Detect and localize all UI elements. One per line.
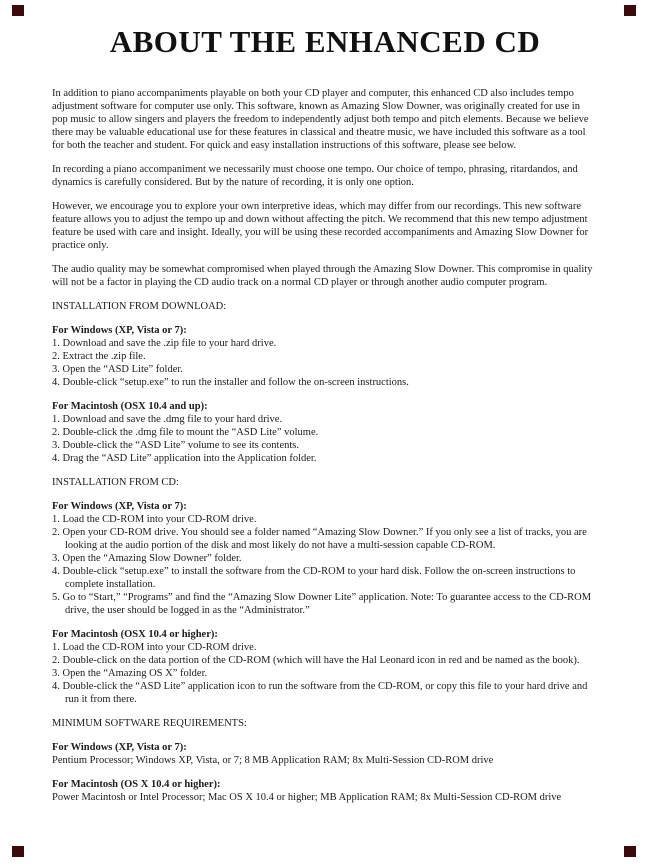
group-subheading: For Windows (XP, Vista or 7): bbox=[52, 742, 187, 753]
section-heading-requirements: MINIMUM SOFTWARE REQUIREMENTS: bbox=[52, 718, 247, 729]
list-item: 3. Open the “ASD Lite” folder. bbox=[52, 364, 183, 375]
group-download-windows bbox=[52, 324, 598, 389]
corner-mark bbox=[624, 5, 636, 16]
list-item: 1. Load the CD-ROM into your CD-ROM drive. bbox=[52, 514, 257, 525]
list-item: 1. Load the CD-ROM into your CD-ROM drive. bbox=[52, 642, 257, 653]
corner-mark bbox=[624, 846, 636, 857]
requirements-text: Power Macintosh or Intel Processor; Mac OS X 10.4 or higher; MB Application RAM; 8x Multi-Session CD-ROM drive bbox=[52, 792, 562, 803]
list-item: 1. Download and save the .zip file to your hard drive. bbox=[52, 338, 277, 349]
list-item: 2. Double-click on the data portion of the CD-ROM (which will have the Hal Leonard icon in red and be named as the book). bbox=[52, 655, 580, 666]
group-subheading: For Macintosh (OSX 10.4 and up): bbox=[52, 401, 208, 412]
list-item: 4. Double-click the “ASD Lite” application icon to run the software from the CD-ROM, or copy this file to your hard drive and run it from there. bbox=[52, 681, 588, 705]
requirements-text: Pentium Processor; Windows XP, Vista, or 7; 8 MB Application RAM; 8x Multi-Session CD-ROM drive bbox=[52, 755, 494, 766]
list-item: 1. Download and save the .dmg file to your hard drive. bbox=[52, 414, 283, 425]
interpretive-paragraph: However, we encourage you to explore your own interpretive ideas, which may differ from our recordings. This new software feature allows you to adjust the tempo up and down without affecting the pitch. We recommend that this new tempo adjustment feature be used with care and insight. Ideally, you will be using these recorded accompaniments and Amazing Slow Downer for practice only. bbox=[52, 201, 589, 251]
list-item: 4. Double-click “setup.exe” to install the software from the CD-ROM to your hard disk. Follow the on-screen instructions to complete installation. bbox=[52, 566, 576, 590]
group-subheading: For Macintosh (OS X 10.4 or higher): bbox=[52, 779, 221, 790]
group-cd-macintosh bbox=[52, 628, 598, 706]
list-item: 3. Open the “Amazing Slow Downer” folder. bbox=[52, 553, 242, 564]
list-item: 3. Double-click the “ASD Lite” volume to see its contents. bbox=[52, 440, 299, 451]
group-subheading: For Macintosh (OSX 10.4 or higher): bbox=[52, 629, 218, 640]
group-cd-windows bbox=[52, 500, 598, 617]
list-item: 3. Open the “Amazing OS X” folder. bbox=[52, 668, 208, 679]
audio-quality-paragraph: The audio quality may be somewhat compromised when played through the Amazing Slow Downer. This compromise in quality will not be a factor in playing the CD audio track on a normal CD player or through another audio computer program. bbox=[52, 264, 593, 288]
group-requirements-macintosh bbox=[52, 778, 598, 804]
intro-paragraph: In addition to piano accompaniments playable on both your CD player and computer, this enhanced CD also includes tempo adjustment software for computer use only. This software, known as Amazing Slow Downer, was originally created for use in pop music to allow singers and players the freedom to independently adjust both tempo and pitch elements. Because we believe there may be valuable educational use for these features in classical and theatre music, we have included this software as a tool for both the teacher and student. For quick and easy installation instructions of this software, please see below. bbox=[52, 88, 589, 151]
list-item: 4. Drag the “ASD Lite” application into the Application folder. bbox=[52, 453, 317, 464]
list-item: 2. Open your CD-ROM drive. You should see a folder named “Amazing Slow Downer.” If you only see a list of tracks, you are looking at the audio portion of the disk and most likely do not have a multi-session capable CD-ROM. bbox=[52, 527, 587, 551]
group-requirements-windows bbox=[52, 741, 598, 767]
document-page bbox=[52, 24, 598, 815]
section-heading-installation-download: INSTALLATION FROM DOWNLOAD: bbox=[52, 301, 227, 312]
corner-mark bbox=[12, 846, 24, 857]
group-subheading: For Windows (XP, Vista or 7): bbox=[52, 501, 187, 512]
group-subheading: For Windows (XP, Vista or 7): bbox=[52, 325, 187, 336]
section-heading-installation-cd: INSTALLATION FROM CD: bbox=[52, 477, 179, 488]
list-item: 5. Go to “Start,” “Programs” and find the “Amazing Slow Downer Lite” application. Note: To guarantee access to the CD-ROM drive, the user should be logged in as the “Administrator.” bbox=[52, 592, 592, 616]
page-title: ABOUT THE ENHANCED CD bbox=[109, 24, 541, 59]
list-item: 4. Double-click “setup.exe” to run the installer and follow the on-screen instructions. bbox=[52, 377, 409, 388]
corner-mark bbox=[12, 5, 24, 16]
recording-paragraph: In recording a piano accompaniment we necessarily must choose one tempo. Our choice of tempo, phrasing, ritardandos, and dynamics is carefully considered. But by the nature of recording, it is only one option. bbox=[52, 164, 578, 188]
list-item: 2. Extract the .zip file. bbox=[52, 351, 146, 362]
list-item: 2. Double-click the .dmg file to mount the “ASD Lite” volume. bbox=[52, 427, 319, 438]
group-download-macintosh bbox=[52, 400, 598, 465]
